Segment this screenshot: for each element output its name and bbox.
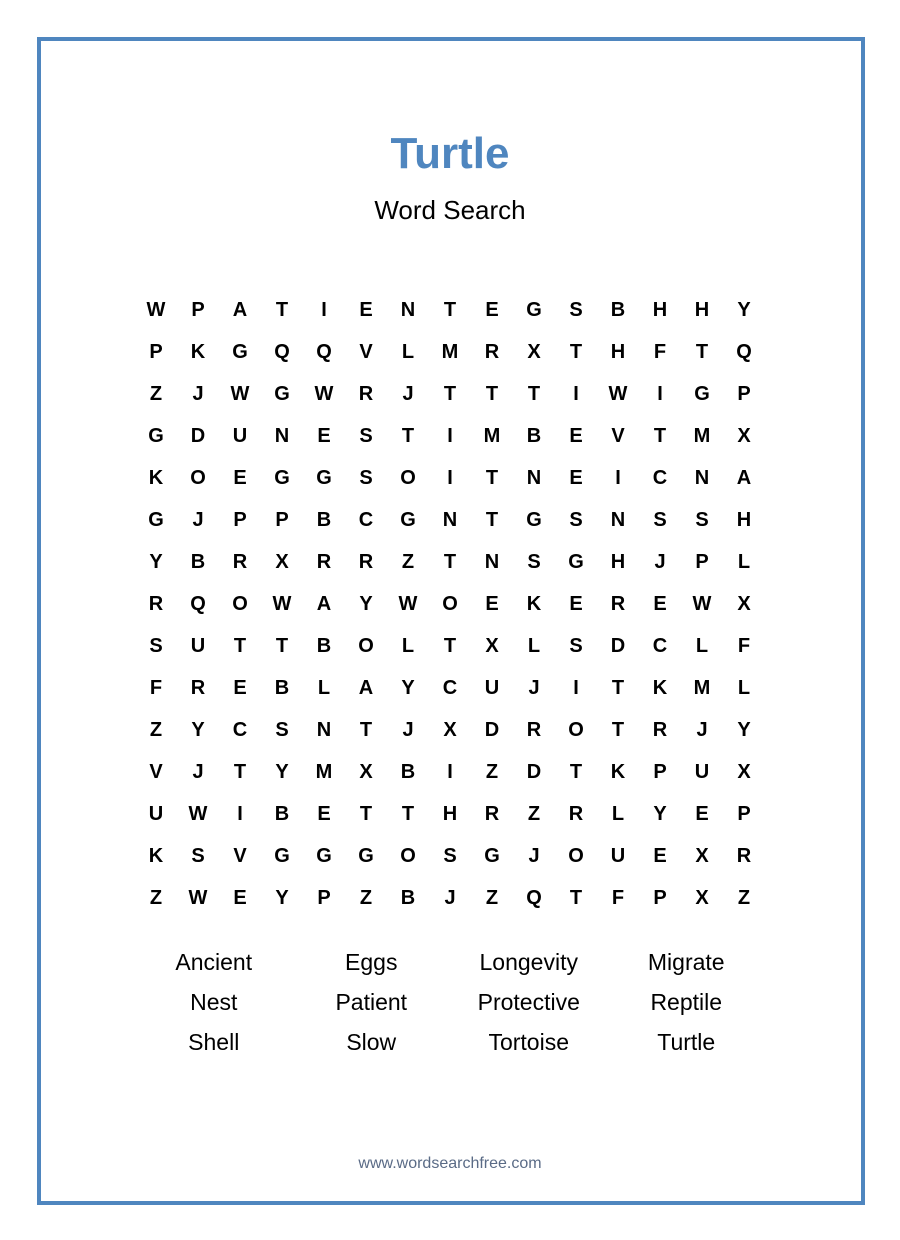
- grid-letter: F: [149, 676, 163, 699]
- grid-letter: M: [693, 424, 711, 447]
- grid-letter: T: [443, 550, 457, 573]
- grid-letter: L: [611, 802, 625, 825]
- grid-letter: E: [569, 424, 583, 447]
- grid-letter: R: [148, 592, 164, 615]
- grid-letter: W: [398, 592, 418, 615]
- grid-letter: K: [526, 592, 542, 615]
- grid-letter: Q: [736, 340, 752, 363]
- grid-letter: P: [191, 298, 205, 321]
- grid-letter: T: [485, 382, 499, 405]
- grid-letter: M: [315, 760, 333, 783]
- grid-letter: E: [359, 298, 373, 321]
- grid-letter: T: [233, 760, 247, 783]
- grid-letter: I: [447, 466, 453, 489]
- grid-letter: Y: [737, 718, 751, 741]
- grid-letter: L: [695, 634, 709, 657]
- grid-letter: H: [610, 550, 626, 573]
- grid-letter: W: [188, 802, 208, 825]
- grid-letter: B: [316, 634, 332, 657]
- grid-letter: T: [569, 340, 583, 363]
- grid-letter: I: [321, 298, 327, 321]
- grid-letter: S: [359, 424, 373, 447]
- grid-letter: U: [610, 844, 626, 867]
- grid-letter: Q: [526, 886, 542, 909]
- grid-letter: O: [568, 718, 584, 741]
- grid-letter: H: [652, 298, 668, 321]
- grid-letter: N: [442, 508, 458, 531]
- grid-letter: H: [442, 802, 458, 825]
- grid-letter: G: [316, 466, 332, 489]
- grid-letter: G: [694, 382, 710, 405]
- grid-letter: I: [573, 382, 579, 405]
- grid-letter: Y: [653, 802, 667, 825]
- grid-letter: T: [569, 760, 583, 783]
- grid-letter: E: [317, 424, 331, 447]
- grid-letter: N: [274, 424, 290, 447]
- grid-letter: G: [316, 844, 332, 867]
- grid-letter: Q: [274, 340, 290, 363]
- grid-letter: I: [237, 802, 243, 825]
- grid-letter: E: [695, 802, 709, 825]
- grid-letter: J: [696, 718, 708, 741]
- grid-letter: G: [232, 340, 248, 363]
- grid-letter: Y: [275, 886, 289, 909]
- grid-letter: Z: [149, 382, 163, 405]
- grid-letter: A: [736, 466, 752, 489]
- grid-letter: T: [443, 634, 457, 657]
- grid-letter: Y: [275, 760, 289, 783]
- grid-letter: X: [275, 550, 289, 573]
- grid-letter: X: [359, 760, 373, 783]
- grid-letter: X: [443, 718, 457, 741]
- grid-letter: B: [316, 508, 332, 531]
- grid-letter: K: [652, 676, 668, 699]
- grid-letter: U: [694, 760, 710, 783]
- grid-letter: G: [400, 508, 416, 531]
- grid-letter: K: [190, 340, 206, 363]
- grid-letter: T: [443, 298, 457, 321]
- grid-letter: W: [146, 298, 166, 321]
- grid-letter: H: [736, 508, 752, 531]
- grid-letter: G: [274, 382, 290, 405]
- grid-letter: J: [528, 676, 540, 699]
- grid-letter: S: [275, 718, 289, 741]
- grid-letter: I: [447, 424, 453, 447]
- word-list-item: Eggs: [345, 949, 398, 975]
- grid-letter: I: [573, 676, 579, 699]
- grid-letter: G: [274, 466, 290, 489]
- grid-letter: P: [737, 802, 751, 825]
- grid-letter: Q: [190, 592, 206, 615]
- grid-letter: K: [148, 466, 164, 489]
- grid-letter: S: [443, 844, 457, 867]
- grid-letter: J: [192, 382, 204, 405]
- grid-letter: O: [400, 844, 416, 867]
- grid-letter: T: [527, 382, 541, 405]
- grid-letter: E: [485, 298, 499, 321]
- grid-letter: B: [274, 676, 290, 699]
- grid-letter: J: [402, 382, 414, 405]
- grid-letter: T: [233, 634, 247, 657]
- grid-letter: C: [652, 466, 668, 489]
- grid-letter: T: [485, 508, 499, 531]
- grid-letter: O: [400, 466, 416, 489]
- grid-letter: B: [274, 802, 290, 825]
- word-list-item: Nest: [190, 989, 238, 1015]
- grid-letter: G: [526, 298, 542, 321]
- grid-letter: N: [694, 466, 710, 489]
- grid-letter: R: [526, 718, 542, 741]
- grid-letter: C: [442, 676, 458, 699]
- grid-letter: W: [692, 592, 712, 615]
- grid-letter: H: [694, 298, 710, 321]
- grid-letter: R: [316, 550, 332, 573]
- grid-letter: T: [653, 424, 667, 447]
- grid-letter: L: [401, 340, 415, 363]
- word-list-item: Longevity: [479, 949, 578, 975]
- grid-letter: R: [358, 382, 374, 405]
- grid-letter: E: [653, 592, 667, 615]
- grid-letter: R: [484, 340, 500, 363]
- grid-letter: F: [611, 886, 625, 909]
- grid-letter: J: [192, 760, 204, 783]
- grid-letter: T: [443, 382, 457, 405]
- grid-letter: T: [485, 466, 499, 489]
- grid-letter: N: [610, 508, 626, 531]
- grid-letter: D: [484, 718, 500, 741]
- grid-letter: L: [737, 550, 751, 573]
- grid-letter: B: [190, 550, 206, 573]
- word-list-item: Protective: [477, 989, 580, 1015]
- grid-letter: L: [737, 676, 751, 699]
- grid-letter: R: [736, 844, 752, 867]
- word-list-item: Patient: [335, 989, 408, 1015]
- grid-letter: T: [695, 340, 709, 363]
- word-list-item: Ancient: [175, 949, 253, 975]
- grid-letter: X: [737, 424, 751, 447]
- grid-letter: Y: [401, 676, 415, 699]
- grid-letter: S: [569, 634, 583, 657]
- grid-letter: W: [230, 382, 250, 405]
- grid-letter: N: [400, 298, 416, 321]
- grid-letter: A: [232, 298, 248, 321]
- grid-letter: S: [653, 508, 667, 531]
- grid-letter: S: [359, 466, 373, 489]
- grid-letter: M: [483, 424, 501, 447]
- grid-letter: V: [149, 760, 163, 783]
- letter-grid: [135, 289, 765, 919]
- grid-letter: S: [695, 508, 709, 531]
- grid-letter: U: [484, 676, 500, 699]
- grid-letter: P: [317, 886, 331, 909]
- grid-letter: X: [737, 592, 751, 615]
- grid-letter: J: [402, 718, 414, 741]
- grid-letter: B: [610, 298, 626, 321]
- grid-letter: F: [653, 340, 667, 363]
- grid-letter: R: [232, 550, 248, 573]
- grid-letter: T: [569, 886, 583, 909]
- grid-letter: G: [148, 508, 164, 531]
- grid-letter: T: [275, 298, 289, 321]
- grid-letter: P: [149, 340, 163, 363]
- grid-letter: W: [608, 382, 628, 405]
- footer-url: www.wordsearchfree.com: [358, 1155, 542, 1172]
- grid-letter: U: [148, 802, 164, 825]
- grid-letter: I: [615, 466, 621, 489]
- grid-letter: O: [232, 592, 248, 615]
- grid-letter: L: [527, 634, 541, 657]
- grid-letter: D: [190, 424, 206, 447]
- grid-letter: R: [484, 802, 500, 825]
- grid-letter: R: [190, 676, 206, 699]
- grid-letter: Y: [737, 298, 751, 321]
- grid-letter: T: [275, 634, 289, 657]
- grid-letter: S: [149, 634, 163, 657]
- grid-letter: Z: [485, 760, 499, 783]
- grid-letter: T: [401, 802, 415, 825]
- grid-letter: E: [233, 676, 247, 699]
- word-list-item: Tortoise: [488, 1029, 570, 1055]
- grid-letter: R: [652, 718, 668, 741]
- grid-letter: I: [447, 760, 453, 783]
- grid-letter: G: [568, 550, 584, 573]
- grid-letter: B: [526, 424, 542, 447]
- grid-letter: R: [610, 592, 626, 615]
- grid-letter: T: [401, 424, 415, 447]
- grid-letter: W: [314, 382, 334, 405]
- grid-letter: Z: [737, 886, 751, 909]
- grid-letter: T: [611, 676, 625, 699]
- grid-letter: J: [654, 550, 666, 573]
- grid-letter: J: [444, 886, 456, 909]
- grid-letter: Y: [149, 550, 163, 573]
- grid-letter: S: [569, 508, 583, 531]
- grid-letter: N: [316, 718, 332, 741]
- grid-letter: P: [653, 886, 667, 909]
- grid-letter: P: [695, 550, 709, 573]
- grid-letter: Z: [359, 886, 373, 909]
- grid-letter: F: [737, 634, 751, 657]
- grid-letter: S: [569, 298, 583, 321]
- word-list-item: Turtle: [657, 1029, 716, 1055]
- grid-letter: O: [442, 592, 458, 615]
- grid-letter: G: [358, 844, 374, 867]
- grid-letter: P: [737, 382, 751, 405]
- grid-letter: E: [485, 592, 499, 615]
- grid-letter: R: [358, 550, 374, 573]
- grid-letter: S: [191, 844, 205, 867]
- grid-letter: M: [693, 676, 711, 699]
- grid-letter: Z: [527, 802, 541, 825]
- grid-letter: V: [359, 340, 373, 363]
- grid-letter: P: [653, 760, 667, 783]
- grid-letter: Z: [149, 718, 163, 741]
- grid-letter: Z: [401, 550, 415, 573]
- grid-letter: O: [358, 634, 374, 657]
- grid-letter: G: [484, 844, 500, 867]
- grid-letter: T: [611, 718, 625, 741]
- grid-letter: C: [652, 634, 668, 657]
- grid-letter: V: [233, 844, 247, 867]
- grid-letter: C: [232, 718, 248, 741]
- grid-letter: I: [657, 382, 663, 405]
- grid-letter: N: [526, 466, 542, 489]
- grid-letter: X: [485, 634, 499, 657]
- grid-letter: D: [526, 760, 542, 783]
- page-title: Turtle: [390, 129, 510, 178]
- grid-letter: E: [569, 466, 583, 489]
- grid-letter: X: [737, 760, 751, 783]
- grid-letter: L: [317, 676, 331, 699]
- grid-letter: G: [526, 508, 542, 531]
- grid-letter: M: [441, 340, 459, 363]
- grid-letter: R: [568, 802, 584, 825]
- grid-letter: A: [358, 676, 374, 699]
- grid-letter: T: [359, 802, 373, 825]
- grid-letter: K: [610, 760, 626, 783]
- grid-letter: V: [611, 424, 625, 447]
- grid-letter: E: [569, 592, 583, 615]
- grid-letter: O: [190, 466, 206, 489]
- grid-letter: S: [527, 550, 541, 573]
- grid-letter: E: [317, 802, 331, 825]
- grid-letter: Z: [485, 886, 499, 909]
- grid-letter: X: [695, 886, 709, 909]
- grid-letter: G: [274, 844, 290, 867]
- grid-letter: A: [316, 592, 332, 615]
- grid-letter: C: [358, 508, 374, 531]
- grid-letter: D: [610, 634, 626, 657]
- grid-letter: G: [148, 424, 164, 447]
- grid-letter: T: [359, 718, 373, 741]
- grid-letter: H: [610, 340, 626, 363]
- grid-letter: N: [484, 550, 500, 573]
- grid-letter: Q: [316, 340, 332, 363]
- grid-letter: W: [188, 886, 208, 909]
- grid-letter: W: [272, 592, 292, 615]
- grid-letter: P: [233, 508, 247, 531]
- grid-letter: Z: [149, 886, 163, 909]
- word-list-item: Shell: [188, 1029, 240, 1055]
- grid-letter: E: [233, 886, 247, 909]
- grid-letter: J: [192, 508, 204, 531]
- grid-letter: P: [275, 508, 289, 531]
- word-list-item: Migrate: [647, 949, 725, 975]
- grid-letter: X: [695, 844, 709, 867]
- grid-letter: U: [190, 634, 206, 657]
- grid-letter: E: [653, 844, 667, 867]
- word-list-item: Slow: [346, 1029, 397, 1055]
- grid-letter: E: [233, 466, 247, 489]
- word-list-item: Reptile: [650, 989, 723, 1015]
- grid-letter: Y: [359, 592, 373, 615]
- grid-letter: L: [401, 634, 415, 657]
- grid-letter: J: [528, 844, 540, 867]
- grid-letter: Y: [191, 718, 205, 741]
- grid-letter: K: [148, 844, 164, 867]
- grid-letter: O: [568, 844, 584, 867]
- grid-letter: B: [400, 886, 416, 909]
- word-list: [135, 942, 765, 1062]
- grid-letter: U: [232, 424, 248, 447]
- page-subtitle: Word Search: [374, 195, 526, 225]
- grid-letter: B: [400, 760, 416, 783]
- grid-letter: X: [527, 340, 541, 363]
